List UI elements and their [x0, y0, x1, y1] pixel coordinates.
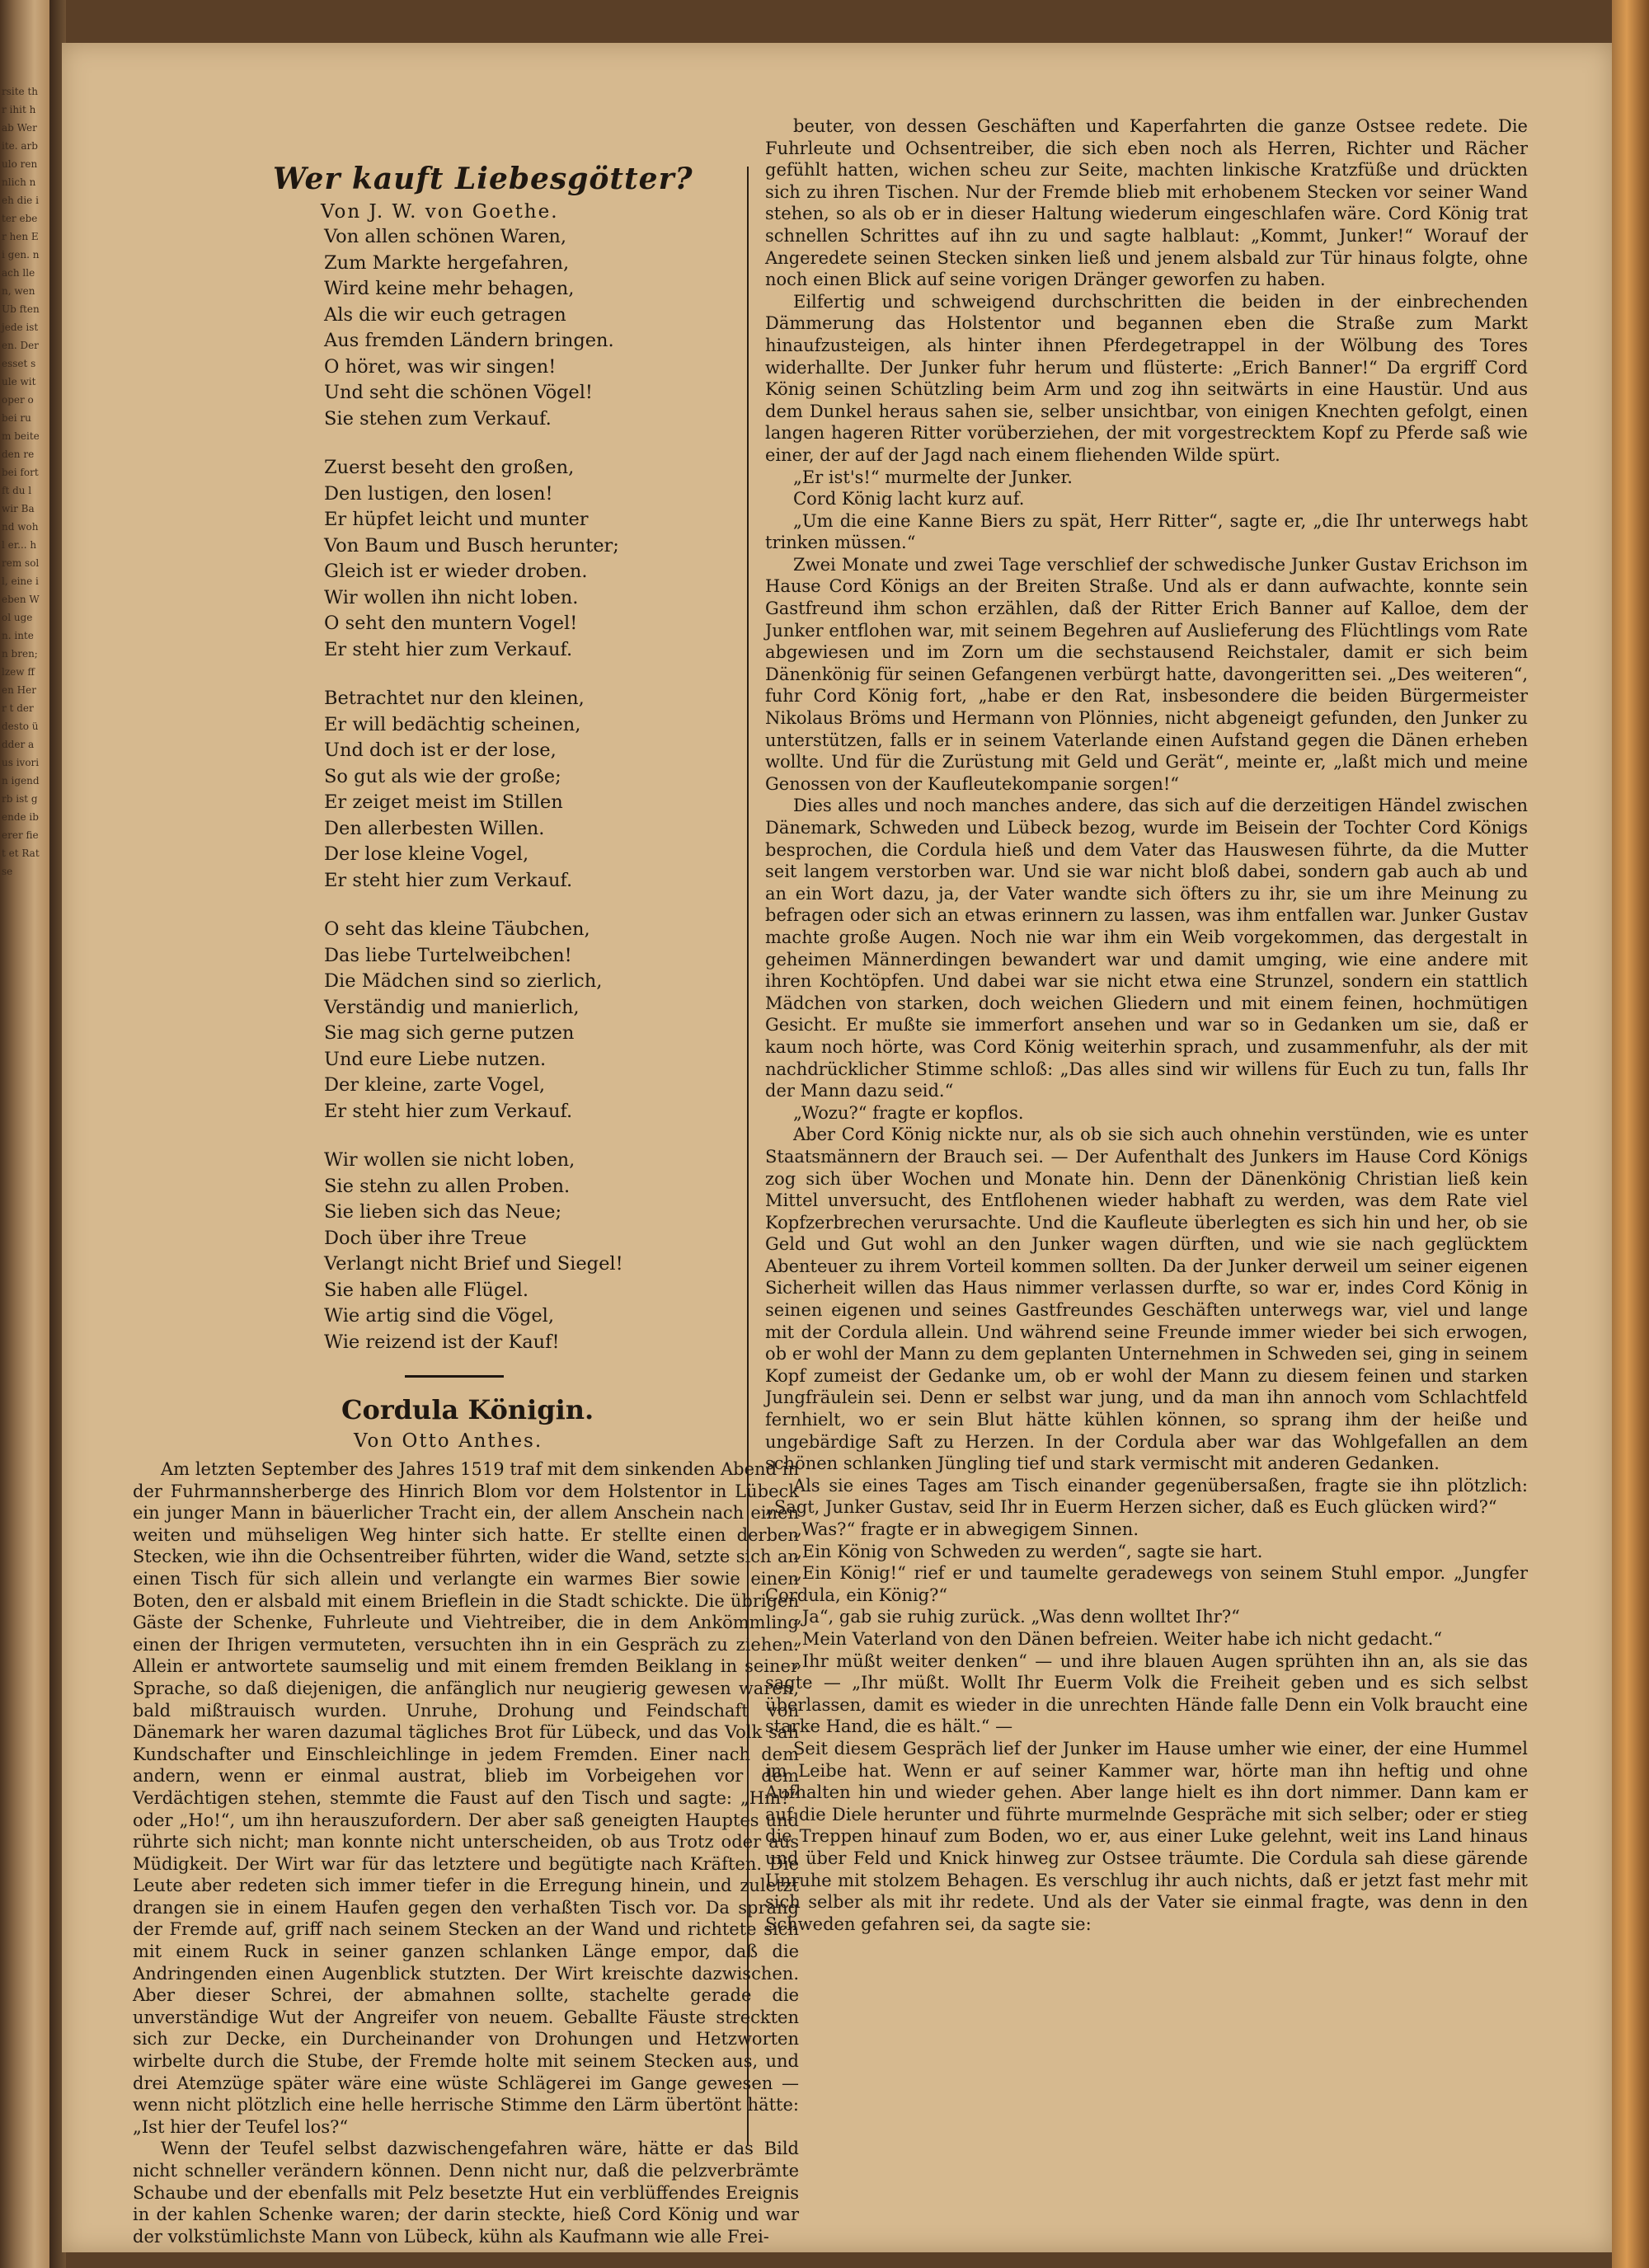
previous-page-text-fragments: rsite thr ihit hab Wer ite. arb ulo ren nlich neh die iter eber hen Ei gen. nach llen, wen Ub ften jede isten. Der esset sule wit oper obei rum beite den rebei fort ft du l wir Band wohl er... hrem soll, eine ieben Wol ugen. inten bren; lzew ffen Herr t der desto üdder aus ivorin igend rb ist gende iberer fiet et Ratse — [2, 86, 40, 877]
poem-line: Gleich ist er wieder droben. — [324, 561, 588, 582]
poem-line: Sie lieben sich das Neue; — [324, 1201, 562, 1223]
poem-line: Die Mädchen sind so zierlich, — [324, 970, 603, 992]
right-column — [765, 115, 1528, 1935]
poem-line: Sie mag sich gerne putzen — [324, 1022, 575, 1044]
poem-line: Er hüpfet leicht und munter — [324, 509, 589, 530]
page-edge-right — [1612, 0, 1649, 2268]
story-paragraph: Seit diesem Gespräch lief der Junker im Hause umher wie einer, der eine Hummel im Leibe hat. Wenn er auf seiner Kammer war, hörte man ihn heftig und ohne Aufhalten hin und wieder gehen. Aber lange hielt es ihn dort nimmer. Dann kam er auf die Diele herunter und führte murmelnde Gespräche mit sich selber; oder er stieg die Treppen hinauf zum Boden, wo er, aus einer Luke gelehnt, weit ins Land hinaus und über Feld und Knick hinweg zur Ostsee träumte. Die Cordula sah diese gärende Unruhe mit stolzem Behagen. Es verschlug ihr auch nichts, daß er jetzt fast mehr mit sich selber als mit ihr redete. Und als der Vater sie einmal fragte, was denn in den Schweden gefahren sei, da sagte sie: — [765, 1738, 1528, 1934]
poem-line: Das liebe Turtelweibchen! — [324, 944, 572, 966]
poem-stanza — [324, 686, 799, 894]
poem-author: Von J. W. von Goethe. — [321, 201, 559, 223]
poem-line: Betrachtet nur den kleinen, — [324, 688, 585, 709]
poem-line: Er steht hier zum Verkauf. — [324, 1100, 573, 1122]
poem-line: So gut als wie der große; — [324, 765, 561, 787]
section-divider — [405, 1375, 504, 1378]
poem-line: Von allen schönen Waren, — [324, 226, 567, 247]
poem-line: Als die wir euch getragen — [324, 303, 566, 326]
story-paragraph: Eilfertig und schweigend durchschritten die beiden in der einbrechenden Dämmerung das Holstentor und begannen eben die Straße zum Markt hinaufzusteigen, als hinter ihnen Pferdegetrappel in der Wölbung des Tores widerhallte. Der Junker fuhr herum und flüsterte: „Erich Banner!“ Da ergriff Cord König seinen Schützling beim Arm und zog ihn seitwärts in eine Haustür. Und aus dem Dunkel heraus sahen sie, selber unsichtbar, von einigen Knechten gefolgt, einen langen hageren Ritter vorüberziehen, der mit vorgestrecktem Kopf zu Pferde saß wie einer, der auf der Jagd nach einem fliehenden Wilde spürt. — [765, 291, 1528, 465]
poem-stanza — [324, 455, 799, 663]
story-author: Von Otto Anthes. — [354, 1430, 543, 1452]
poem-line: Er zeiget meist im Stillen — [324, 791, 563, 813]
story-paragraph: „Ein König!“ rief er und taumelte geradewegs von seinem Stuhl empor. „Jungfer Cordula, ein König?“ — [765, 1563, 1528, 1605]
poem-line: Wir wollen sie nicht loben, — [324, 1149, 576, 1171]
poem-stanza — [324, 224, 799, 432]
story-paragraph: „Ein König von Schweden zu werden“, sagte sie hart. — [793, 1541, 1263, 1561]
story-paragraph: „Ja“, gab sie ruhig zurück. „Was denn wolltet Ihr?“ — [793, 1607, 1240, 1627]
poem-line: Und eure Liebe nutzen. — [324, 1048, 547, 1070]
previous-page-edge — [0, 0, 49, 2268]
poem-line: Den allerbesten Willen. — [324, 817, 545, 839]
poem-line: Sie stehn zu allen Proben. — [324, 1175, 571, 1197]
poem-line: Aus fremden Ländern bringen. — [324, 330, 614, 351]
poem-line: Den lustigen, den losen! — [324, 482, 553, 505]
story-paragraph: Cord König lacht kurz auf. — [793, 489, 1025, 509]
poem-line: Wie reizend ist der Kauf! — [324, 1331, 560, 1353]
poem-title: Wer kauft Liebesgötter? — [273, 162, 693, 196]
poem-line: Doch über ihre Treue — [324, 1227, 527, 1249]
story-paragraph: Dies alles und noch manches andere, das sich auf die derzeitigen Händel zwischen Dänemark, Schweden und Lübeck bezog, wurde im Beisein der Tochter Cord Königs besprochen, die Cordula hieß und dem Vater das Hauswesen führte, da die Mutter seit langem verstorben war. Und sie war nicht bloß dabei, sondern gab auch ab und an ein Wort dazu, ja, der Vater wandte sich öfters zu ihr, sie um ihre Meinung zu befragen oder sich an etwas erinnern zu lassen, was ihm entfallen war. Junker Gustav machte große Augen. Noch nie war ihm ein Weib vorgekommen, das dergestalt in geheimen Männerdingen bewandert war und damit umging, wie eine andere mit ihren Kochtöpfen. Und dabei war sie nicht etwa eine Strunzel, sondern ein stattlich Mädchen von starken, doch weichen Gliedern und mit einem feinen, hochmütigen Gesicht. Er mußte sie immerfort ansehen und war so in Gedanken um sie, daß er kaum noch hörte, was Cord König weiterhin sprach, und zusammenfuhr, als der mit nachdrücklicher Stimme schloß: „Das alles sind wir willens für Euch zu tun, falls Ihr der Mann dazu seid.“ — [765, 796, 1528, 1101]
poem-stanza — [324, 1148, 799, 1355]
poem-line: O höret, was wir singen! — [324, 355, 557, 378]
poem-line: Verständig und manierlich, — [324, 996, 580, 1018]
poem-line: Der kleine, zarte Vogel, — [324, 1074, 546, 1096]
story-paragraph: „Was?“ fragte er in abwegigem Sinnen. — [793, 1519, 1139, 1539]
poem-line: Sie stehen zum Verkauf. — [324, 407, 552, 430]
poem-line: Und seht die schönen Vögel! — [324, 382, 593, 403]
page — [62, 43, 1612, 2252]
poem-line: O seht das kleine Täubchen, — [324, 918, 590, 940]
poem-line: Verlangt nicht Brief und Siegel! — [324, 1253, 623, 1275]
story-title: Cordula Königin. — [341, 1394, 594, 1425]
story-paragraph: „Ihr müßt weiter denken“ — und ihre blauen Augen sprühten ihn an, als sie das sagte — „Ihr müßt. Wollt Ihr Euerm Volk die Freiheit geben und es sich selbst überlassen, damit es wieder in die unrechten Hände falle Denn ein Volk braucht eine starke Hand, die es hält.“ — — [765, 1651, 1528, 1737]
story-text-left — [133, 1458, 799, 2247]
story-text-right — [765, 115, 1528, 1935]
poem-line: O seht den muntern Vogel! — [324, 613, 578, 634]
story-paragraph: Aber Cord König nickte nur, als ob sie sich auch ohnehin verstünden, wie es unter Staatsmännern der Brauch sei. — Der Aufenthalt des Junkers im Hause Cord Königs zog sich über Wochen und Monate hin. Denn der Dänenkönig Christian ließ kein Mittel unversucht, des Entflohenen wieder habhaft zu werden, was dem Rate viel Kopfzerbrechen verursachte. Und die Kaufleute überlegten es sich hin und her, ob sie Geld und Gut wohl an den Junker wagen dürften, und wie sie nach geglücktem Abenteuer zu ihrem Vorteil kommen sollten. Da der Junker derweil um seiner eigenen Sicherheit willen das Haus nimmer verlassen durfte, so war er, indes Cord König in seinen eigenen und seines Gastfreundes Geschäften unterwegs war, viel und lange mit der Cordula allein. Und während seine Freunde immer wieder bei sich erwogen, ob er wohl der Mann zu dem geplanten Unternehmen in Schweden sei, ging in seinem Kopf zumeist der Gedanke um, ob er wohl der Mann zu diesem feinen und starken Jungfräulein sei. Denn er selbst war jung, und da man ihn annoch vom Schlachtfeld fernhielt, wo er sein Blut hätte kühlen können, so sprang ihm der heiße und ungebärdige Saft zu Herzen. In der Cordula aber war das Wohlgefallen an dem schönen schlanken Jüngling tief und stark vermischt mit anderen Gedanken. — [765, 1125, 1528, 1474]
poem-line: Wird keine mehr behagen, — [324, 278, 575, 299]
story-paragraph: Zwei Monate und zwei Tage verschlief der schwedische Junker Gustav Erichson im Hause Cord Königs an der Breiten Straße. Und als er dann aufwachte, konnte sein Gastfreund ihm schon erzählen, daß der Ritter Erich Banner auf Kalloe, dem der Junker entflohen war, mit seinem Begehren auf Auslieferung des Flüchtlings vom Rate abgewiesen und im Zorn um die sechstausend Reichstaler, damit er sich beim Dänenkönig für seinen Gefangenen verbürgt hatte, davongeritten sei. „Des weiteren“, fuhr Cord König fort, „habe er den Rat, insbesondere die beiden Bürgermeister Nikolaus Bröms und Hermann von Plönnies, nicht abgeneigt gefunden, den Junker zu unterstützen, falls er in seinem Vaterlande einen Aufstand gegen die Dänen erheben wollte. Und für die Zurüstung mit Geld und Gerät“, meinte er, „laßt mich und meine Genossen von der Kaufleutekompanie sorgen!“ — [765, 554, 1528, 794]
poem-line: Der lose kleine Vogel, — [324, 843, 529, 865]
poem-line: Er steht hier zum Verkauf. — [324, 638, 573, 660]
poem-line: Er steht hier zum Verkauf. — [324, 869, 573, 891]
poem-line: Wie artig sind die Vögel, — [324, 1305, 555, 1327]
poem-line: Zuerst beseht den großen, — [324, 457, 575, 478]
story-paragraph: „Um die eine Kanne Biers zu spät, Herr Ritter“, sagte er, „die Ihr unterwegs habt trinken müssen.“ — [765, 510, 1528, 553]
poem-line: Wir wollen ihn nicht loben. — [324, 586, 579, 608]
poem-line: Von Baum und Busch herunter; — [324, 534, 619, 556]
poem-line: Zum Markte hergefahren, — [324, 251, 570, 274]
story-paragraph: Wenn der Teufel selbst dazwischengefahren wäre, hätte er das Bild nicht schneller verändern können. Denn nicht nur, daß die pelzverbrämte Schaube und der ebenfalls mit Pelz besetzte Hut ein verblüffendes Ereignis in der kahlen Schenke waren; der darin steckte, hieß Cord König und war der volkstümlichste Mann von Lübeck, kühn als Kaufmann wie alle Frei- — [133, 2139, 799, 2247]
left-column — [133, 115, 799, 2247]
story-paragraph: „Er ist's!“ murmelte der Junker. — [793, 467, 1073, 487]
poem-body — [324, 224, 799, 1355]
poem-line: Und doch ist er der lose, — [324, 740, 557, 761]
story-paragraph: „Wozu?“ fragte er kopflos. — [793, 1102, 1024, 1123]
poem-line: Er will bedächtig scheinen, — [324, 713, 581, 735]
poem-line: Sie haben alle Flügel. — [324, 1279, 529, 1301]
story-paragraph: „Mein Vaterland von den Dänen befreien. Weiter habe ich nicht gedacht.“ — [793, 1628, 1443, 1649]
poem-stanza — [324, 917, 799, 1125]
story-paragraph: beuter, von dessen Geschäften und Kaperfahrten die ganze Ostsee redete. Die Fuhrleute und Ochsentreiber, die sich eben noch als Herren, Richter und Rächer gefühlt hatten, wichen scheu zur Seite, machten linkische Kratzfüße und drückten sich zu ihren Tischen. Nur der Fremde blieb mit erhobenem Stecken vor seiner Wand stehen, so als ob er in dieser Haltung wiederum eingeschlafen wäre. Cord König trat schnellen Schrittes auf ihn zu und sagte halblaut: „Kommt, Junker!“ Worauf der Angeredete seinen Stecken sinken ließ und jenem alsbald zur Tür hinaus folgte, ohne noch einen Blick auf seine vorigen Dränger geworfen zu haben. — [765, 116, 1528, 290]
story-paragraph: Am letzten September des Jahres 1519 traf mit dem sinkenden Abend in der Fuhrmannsherberge des Hinrich Blom vor dem Holstentor in Lübeck ein junger Mann in bäuerlicher Tracht ein, der allem Anschein nach einen weiten und mühseligen Weg hinter sich hatte. Er stellte einen derben Stecken, wie ihn die Ochsentreiber führten, wider die Wand, setzte sich an einen Tisch für sich allein und verlangte ein warmes Bier sowie einen Boten, den er alsbald mit einem Brieflein in die Stadt schickte. Die übrigen Gäste der Schenke, Fuhrleute und Viehtreiber, die in dem Ankömmling einen der Ihrigen vermuteten, versuchten ihn in ein Gespräch zu ziehen. Allein er antwortete saumselig und mit einem fremden Beiklang in seiner Sprache, so daß diejenigen, die anfänglich nur neugierig gewesen waren, bald mißtrauisch wurden. Unruhe, Drohung und Feindschaft von Dänemark her waren dazumal tägliches Brot für Lübeck, und das Volk sah Kundschafter und Einschleichlinge in jedem Fremden. Einer nach dem andern, wenn er einmal austrat, blieb im Vorbeigehen vor dem Verdächtigen stehen, stemmte die Faust auf den Tisch und sagte: „Hm?“ oder „Ho!“, um ihn herauszufordern. Der aber saß geneigten Hauptes und rührte sich nicht; man konnte nicht unterscheiden, ob aus Trotz oder aus Müdigkeit. Der Wirt war für das letztere und begütigte nach Kräften. Die Leute aber redeten sich immer tiefer in die Erregung hinein, und zuletzt drangen sie in einem Haufen gegen den verhaßten Tisch vor. Da sprang der Fremde auf, griff nach seinem Stecken an der Wand und richtete sich mit einem Ruck in seiner ganzen schlanken Länge empor, daß die Andringenden einen Augenblick stutzten. Der Wirt kreischte dazwischen. Aber dieser Schrei, der abmahnen sollte, stachelte gerade die unverständige Wut der Angreifer von neuem. Geballte Fäuste streckten sich zur Decke, ein Durcheinander von Drohungen und Hetzworten wirbelte durch die Stube, der Fremde holte mit seinem Stecken aus, und drei Atemzüge später wäre eine wüste Schlägerei im Gange gewesen — wenn nicht plötzlich eine helle herrische Stimme den Lärm übertönt hätte: „Ist hier der Teufel los?“ — [133, 1459, 799, 2137]
story-paragraph: Als sie eines Tages am Tisch einander gegenübersaßen, fragte sie ihn plötzlich: „Sagt, Junker Gustav, seid Ihr in Euerm Herzen sicher, daß es Euch glücken wird?“ — [765, 1475, 1528, 1518]
